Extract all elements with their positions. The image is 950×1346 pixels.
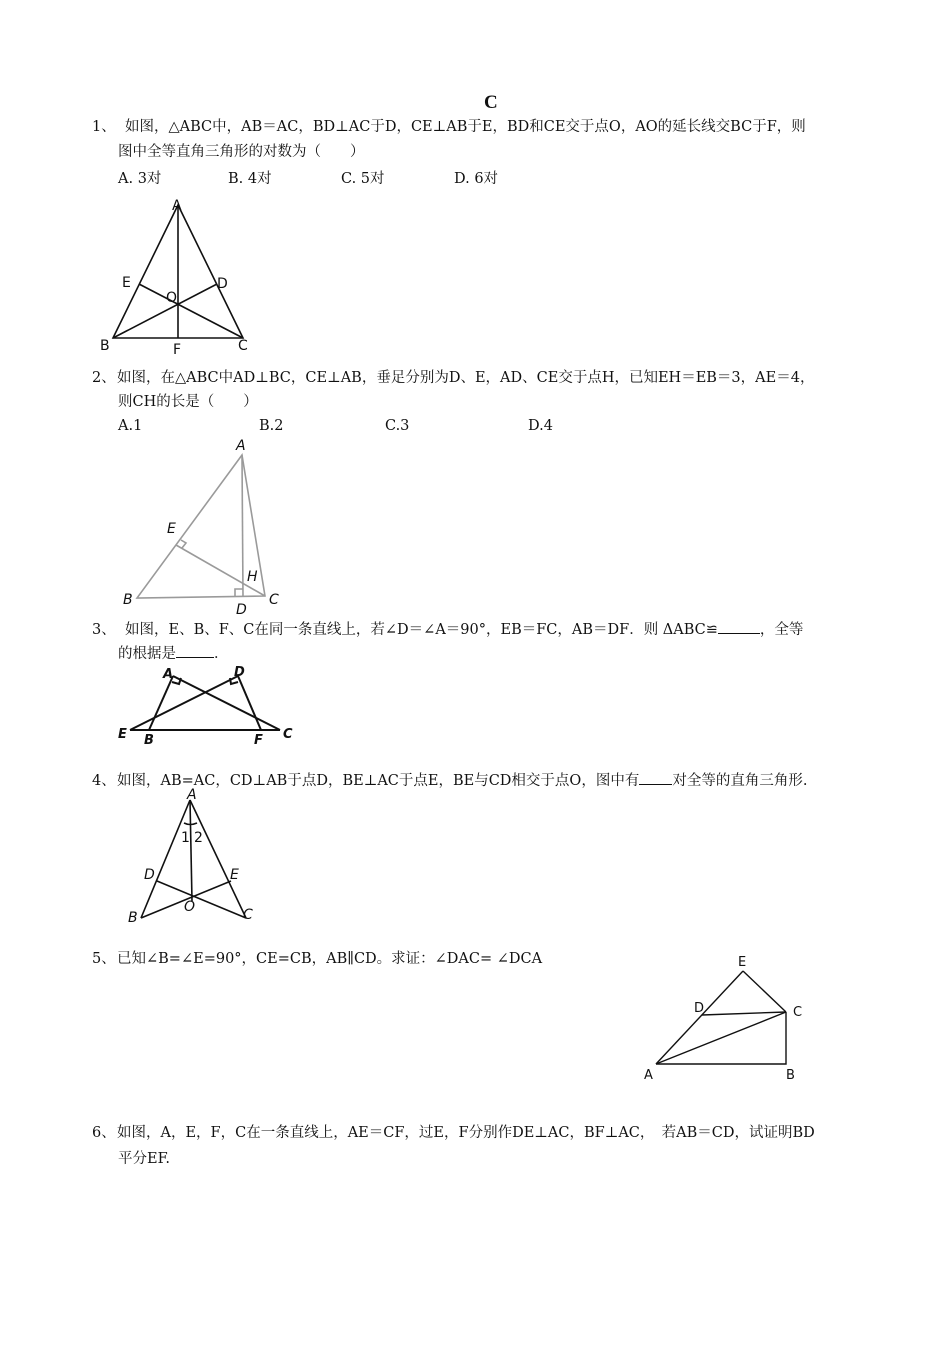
q3-label-b: B <box>144 733 154 745</box>
q4-label-o: O <box>184 899 196 915</box>
question-2-figure <box>115 435 290 620</box>
q5-label-e: E <box>738 955 747 970</box>
question-3-answer-blank-1[interactable] <box>718 617 760 634</box>
page-title: C <box>484 92 498 113</box>
question-1-option-a: A. 3对 <box>118 171 162 187</box>
q4-label-c: C <box>243 907 253 923</box>
q4-label-e: E <box>230 867 239 883</box>
question-1-line-2: 图中全等直角三角形的对数为（ ） <box>118 144 365 160</box>
question-6-line-1 <box>92 1121 815 1146</box>
question-3-number: 3、 <box>92 622 116 638</box>
q1-label-f: F <box>173 342 182 358</box>
question-1-option-b: B. 4对 <box>228 171 272 187</box>
question-6-number: 6、 <box>92 1125 116 1141</box>
question-1-option-c: C. 5对 <box>341 171 385 187</box>
question-6-line-2: 平分EF. <box>118 1151 170 1167</box>
question-1-option-d: D. 6对 <box>454 171 499 187</box>
question-2-text: 如图，在△ABC中AD⊥BC，CE⊥AB，垂足分别为D、E，AD、CE交于点H，已知EH＝EB＝3，AE＝4， <box>117 370 815 386</box>
q1-label-d: D <box>217 276 228 292</box>
q3-label-a: A <box>163 667 174 682</box>
q1-label-a: A <box>172 198 182 214</box>
question-2-line-1 <box>92 366 814 391</box>
q1-label-b: B <box>100 338 110 354</box>
question-3-text-tail: ，全等 <box>759 622 804 638</box>
q3-label-e: E <box>118 727 127 742</box>
question-2-option-c: C.3 <box>385 418 410 434</box>
q4-label-b: B <box>128 910 138 926</box>
question-3-line-1 <box>92 617 803 643</box>
question-5-text: 已知∠B=∠E=90°，CE=CB，AB∥CD。求证：∠DAC= ∠DCA <box>117 951 543 967</box>
question-3-answer-blank-2[interactable] <box>176 641 214 658</box>
question-4-figure <box>115 785 275 930</box>
q5-label-c: C <box>793 1005 803 1020</box>
question-2-option-b: B.2 <box>259 418 284 434</box>
question-2-option-a: A.1 <box>118 418 143 434</box>
q5-label-d: D <box>694 1001 705 1016</box>
question-1-figure <box>95 195 265 360</box>
q4-angle-2: 2 <box>194 830 203 846</box>
question-5-figure <box>636 950 816 1085</box>
question-2-line-2: 则CH的长是（ ） <box>118 394 258 410</box>
q3-label-c: C <box>283 727 293 742</box>
q1-label-o: O <box>166 290 178 306</box>
question-2-number: 2、 <box>92 370 116 386</box>
q2-label-b: B <box>123 592 133 608</box>
q2-label-a: A <box>236 438 246 454</box>
q2-label-d: D <box>236 602 247 618</box>
q4-label-d: D <box>144 867 155 883</box>
q3-label-d: D <box>234 665 245 680</box>
question-5-line <box>92 947 542 972</box>
question-4-number: 4、 <box>92 773 116 789</box>
q4-angle-1: 1 <box>181 830 190 846</box>
q1-label-e: E <box>122 275 131 291</box>
question-6-text: 如图，A，E，F，C在一条直线上，AE＝CF，过E，F分别作DE⊥AC，BF⊥AC， 若AB＝CD，试证明BD <box>117 1125 815 1141</box>
q5-label-b: B <box>786 1068 795 1083</box>
question-3-figure <box>110 660 300 745</box>
q3-label-f: F <box>254 733 263 745</box>
q2-label-h: H <box>247 569 258 585</box>
question-4-answer-blank[interactable] <box>639 768 672 785</box>
question-1-number: 1、 <box>92 119 116 135</box>
q1-label-c: C <box>238 338 248 354</box>
q2-label-c: C <box>269 592 279 608</box>
question-1-text: 如图，△ABC中，AB＝AC，BD⊥AC于D，CE⊥AB于E，BD和CE交于点O，AO的延长线交BC于F，则 <box>125 119 806 135</box>
q4-label-a: A <box>187 787 197 803</box>
question-3-basis-text: 的根据是 <box>118 646 176 662</box>
q2-label-e: E <box>167 521 176 537</box>
question-3-text: 如图，E、B、F、C在同一条直线上，若∠D＝∠A＝90°，EB＝FC，AB＝DF．则 ΔABC≌ <box>125 622 718 638</box>
q5-label-a: A <box>644 1068 653 1083</box>
question-3-line-2-tail: ． <box>214 646 229 662</box>
question-4-text: 如图，AB=AC，CD⊥AB于点D，BE⊥AC于点E，BE与CD相交于点O，图中有 <box>117 773 640 789</box>
question-1-line-1 <box>92 115 806 140</box>
question-4-text-tail: 对全等的直角三角形. <box>672 773 808 789</box>
question-5-number: 5、 <box>92 951 116 967</box>
question-2-option-d: D.4 <box>528 418 553 434</box>
